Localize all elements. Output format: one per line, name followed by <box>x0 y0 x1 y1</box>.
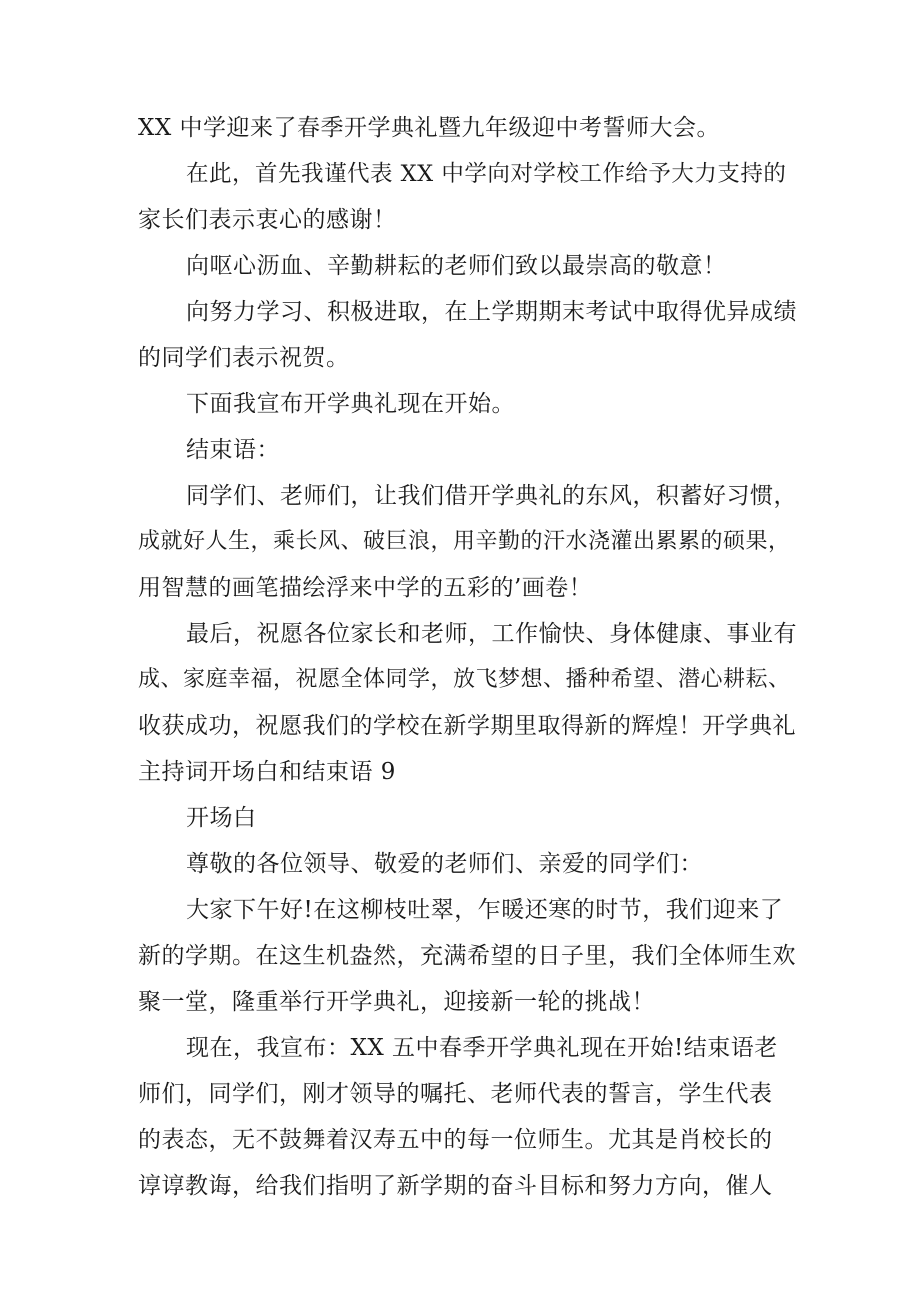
text-line-21: 现在，我宣布：XX 五中春季开学典礼现在开始!结束语老 <box>186 1035 778 1061</box>
text-line-22: 师们，同学们，刚才领导的嘱托、老师代表的誓言，学生代表 <box>138 1081 773 1107</box>
text-line-12: 最后，祝愿各位家长和老师，工作愉快、身体健康、事业有 <box>186 621 797 647</box>
text-line-15: 主持词开场白和结束语 9 <box>138 759 396 785</box>
text-line-5: 向努力学习、积极进取，在上学期期末考试中取得优异成绩 <box>186 299 797 325</box>
text-line-3: 家长们表示衷心的感谢！ <box>138 207 397 233</box>
text-line-20: 聚一堂，隆重举行开学典礼，迎接新一轮的挑战！ <box>138 989 655 1015</box>
text-line-19: 新的学期。在这生机盎然，充满希望的日子里，我们全体师生欢 <box>138 943 796 969</box>
text-line-1: XX 中学迎来了春季开学典礼暨九年级迎中考誓师大会。 <box>138 115 721 141</box>
text-line-9: 同学们、老师们，让我们借开学典礼的东风，积蓄好习惯， <box>186 483 797 509</box>
text-line-24: 谆谆教诲，给我们指明了新学期的奋斗目标和努力方向，催人 <box>138 1173 773 1199</box>
text-line-14: 收获成功，祝愿我们的学校在新学期里取得新的辉煌！开学典礼 <box>138 713 796 739</box>
text-line-10: 成就好人生，乘长风、破巨浪，用辛勤的汗水浇灌出累累的硕果， <box>138 529 791 554</box>
text-line-2: 在此，首先我谨代表 XX 中学向对学校工作给予大力支持的 <box>186 161 787 187</box>
text-line-17: 尊敬的各位领导、敬爱的老师们、亲爱的同学们： <box>186 851 703 877</box>
text-line-13: 成、家庭幸福，祝愿全体同学，放飞梦想、播种希望、潜心耕耘、 <box>138 667 791 692</box>
text-line-4: 向呕心沥血、辛勤耕耘的老师们致以最崇高的敬意！ <box>186 253 727 279</box>
text-line-7: 下面我宣布开学典礼现在开始。 <box>186 391 515 417</box>
text-line-18: 大家下午好!在这柳枝吐翠，乍暖还寒的时节，我们迎来了 <box>186 897 784 923</box>
text-line-16: 开场白 <box>186 805 257 831</box>
text-line-23: 的表态，无不鼓舞着汉寿五中的每一位师生。尤其是肖校长的 <box>138 1127 773 1153</box>
text-line-11: 用智慧的画笔描绘浮来中学的五彩的’画卷！ <box>138 575 593 601</box>
text-line-6: 的同学们表示祝贺。 <box>138 345 350 371</box>
text-line-8: 结束语： <box>186 437 280 463</box>
